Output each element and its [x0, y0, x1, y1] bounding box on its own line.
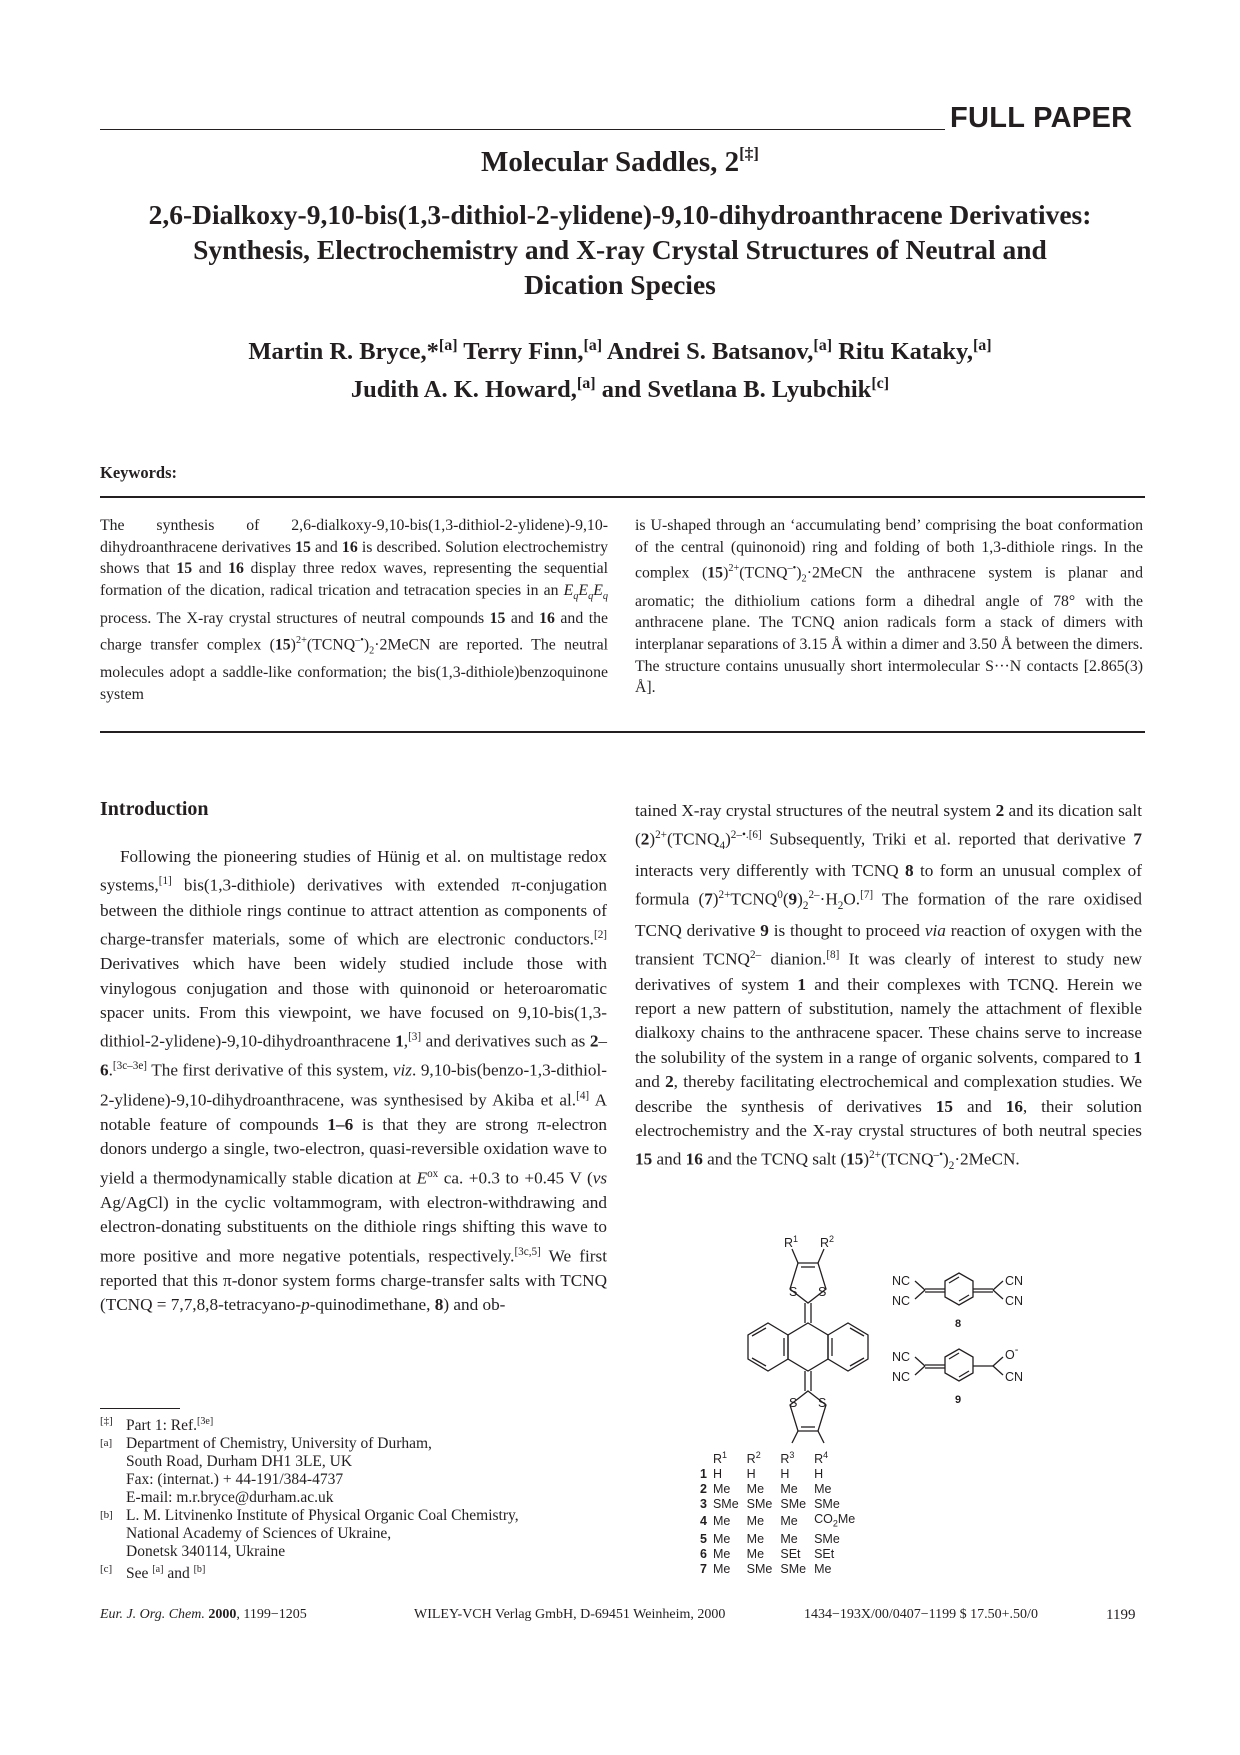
derivative-9-ring	[945, 1349, 973, 1381]
page-number: 1199	[1106, 1607, 1136, 1623]
article-title	[100, 197, 1140, 302]
series-title-mark: [‡]	[739, 144, 759, 163]
footnote: [b] L. M. Litvinenko Institute of Physical Organic Coal Chemistry, National Academy of Sciences of Ukraine, Donetsk 340114, Ukraine	[100, 1507, 519, 1561]
footnote: [a] Department of Chemistry, University of Durham, South Road, Durham DH1 3LE, UK Fax: (internat.) + 44-191/384-4737 E-mail: m.r.bryce@durham.ac.uk	[100, 1435, 432, 1507]
table-row: 2 Me Me Me Me	[700, 1482, 832, 1497]
section-label: FULL PAPER	[950, 102, 1133, 134]
table-row: 6 Me Me SEt SEt	[700, 1546, 835, 1561]
compound-label-8: 8	[955, 1318, 962, 1330]
series-title: Molecular Saddles, 2[‡]	[481, 144, 759, 178]
footnote: [‡] Part 1: Ref.[3e]	[100, 1415, 214, 1435]
table-row: 3 SMe SMe SMe SMe	[700, 1497, 840, 1512]
r3-label	[784, 1444, 798, 1445]
compound-label-9: 9	[955, 1394, 962, 1406]
s-label: S	[789, 1396, 798, 1410]
abstract-column-right: is U-shaped through an ‘accumulating bend’ comprising the boat conformation of the central (quinonoid) ring and folding of both 1,3-dithiole rings. In the complex $(15)^{2+}(TCNQ^{-•})_2\cdot 2MeCN$ the anthracene system is planar and aromatic; the dithiolium cations form a dihedral angle of 78° with the anthracene plane. The TCNQ anion radicals form a stack of dimers with interplanar separations of 3.15 Å within a dimer and 3.50 Å between the dimers. The structure contains unusually short intermolecular S···N contacts [2.865(3) Å].	[635, 517, 1143, 697]
footer-issn: 1434−193X/00/0407−1199 $ 17.50+.50/0	[804, 1607, 1038, 1622]
s-label: S	[818, 1285, 827, 1299]
footer-citation: Eur. J. Org. Chem. 2000, 1199−1205	[100, 1607, 307, 1622]
nc-label: NC	[892, 1350, 911, 1364]
benzo-ring-left	[748, 1323, 788, 1371]
s-label: S	[818, 1396, 827, 1410]
table-row: 1 H H H H	[700, 1467, 824, 1482]
tcnq-ring	[945, 1273, 973, 1305]
cn-label: CN	[1005, 1370, 1024, 1384]
cn-label: CN	[1005, 1274, 1024, 1288]
title-line: 2,6-Dialkoxy-9,10-bis(1,3-dithiol-2-ylidene)-9,10-dihydroanthracene Derivatives:	[148, 199, 1092, 230]
central-ring	[788, 1323, 828, 1371]
footnote-rule	[100, 1408, 180, 1409]
abstract-rule	[100, 731, 1145, 733]
nc-label: NC	[892, 1274, 911, 1288]
author-list: Martin R. Bryce,*[a] Terry Finn,[a] Andrei S. Batsanov,[a] Ritu Kataky,[a] Judith A. K. Howard,[a] and Svetlana B. Lyubchik[c]	[248, 337, 992, 404]
table-row: 4 Me Me Me $CO_2Me$	[700, 1512, 856, 1529]
table-row: 5 Me Me Me SMe	[700, 1531, 840, 1546]
nc-label: NC	[892, 1370, 911, 1384]
header-rule	[100, 129, 945, 130]
footer-publisher: WILEY-VCH Verlag GmbH, D-69451 Weinheim, 2000	[414, 1607, 726, 1622]
intro-column-left: Following the pioneering studies of Hünig et al. on multistage redox systems,[1] bis(1,3-dithiole) derivatives with extended π-conjugation between the dithiole rings continue to attract attention as components of charge-transfer materials, some of which are electronic conductors.[2] Derivatives which have been widely studied include those with vinylogous conjugation and those with quinonoid or heteroaromatic spacer units. From this viewpoint, we have focused on 9,10-bis(1,3-dithiol-2-ylidene)-9,10-dihydroanthracene 1,[3] and derivatives such as 2–6.[3c–3e] The first derivative of this system, viz. 9,10-bis(benzo-1,3-dithiol-2-ylidene)-9,10-dihydroanthracene, was synthesised by Akiba et al.[4] A notable feature of compounds 1–6 is that they are strong π-electron donors undergo a single, two-electron, quasi-reversible oxidation wave to yield a thermodynamically stable dication at $E^{ox}$ ca. +0.3 to +0.45 V (vs Ag/AgCl) in the cyclic voltammogram, with electron-withdrawing and electron-donating substituents on the dithiole rings shifting this wave to more positive and more negative potentials, respectively.[3c,5] We first reported that this π-donor system forms charge-transfer salts with TCNQ (TCNQ = 7,7,8,8-tetracyano-p-quinodimethane, 8) and ob-	[100, 847, 608, 1315]
section-heading-introduction: Introduction	[100, 798, 209, 820]
oxide-label: O-	[1005, 1344, 1019, 1362]
footnote: [c] See [a] and [b]	[100, 1563, 206, 1583]
title-line: Synthesis, Electrochemistry and X-ray Crystal Structures of Neutral and	[193, 234, 1047, 265]
intro-column-right: tained X-ray crystal structures of the neutral system 2 and its dication salt $(2)^{2+}(TCNQ_4)^{2-•.[6]}$ Subsequently, Triki et al. reported that derivative 7 interacts very differently with TCNQ 8 to form an unusual complex of formula $(7)^{2+}TCNQ^0(9)_2^{2-}\cdot H_2O.[7]$ The formation of the rare oxidised TCNQ derivative 9 is thought to proceed via reaction of oxygen with the transient $TCNQ^{2-}$ dianion.[8] It was clearly of interest to study new derivatives of system 1 and their complexes with TCNQ. Herein we report a new pattern of substitution, namely the attachment of flexible dialkoxy chains to the anthracene spacer. These chains serve to increase the solubility of the system in a range of organic solvents, compared to 1 and 2, thereby facilitating electrochemical and complexation studies. We describe the synthesis of derivatives 15 and 16, their solution electrochemistry and the X-ray crystal structures of both neutral species 15 and 16 and the TCNQ salt $(15)^{2+}(TCNQ^{-•})_2\cdot 2MeCN$.	[635, 801, 1143, 1173]
table-header-row: $R^1$ $R^2$ $R^3$ $R^4$	[712, 1450, 829, 1467]
email-address: E-mail: m.r.bryce@durham.ac.uk	[126, 1489, 334, 1507]
r1-label: $R^1$	[784, 1235, 799, 1250]
substituent-table	[700, 1448, 863, 1577]
footnotes	[100, 1413, 620, 1583]
s-label: S	[789, 1285, 798, 1299]
table-row: 7 Me SMe SMe Me	[700, 1561, 832, 1576]
cn-label: CN	[1005, 1294, 1024, 1308]
nc-label: NC	[892, 1294, 911, 1308]
keywords-rule	[100, 496, 1145, 498]
title-line: Dication Species	[524, 269, 716, 300]
r4-label	[822, 1444, 836, 1445]
keywords-label: Keywords:	[100, 463, 177, 482]
benzo-ring-right	[828, 1323, 868, 1371]
abstract-column-left: The synthesis of 2,6-dialkoxy-9,10-bis(1,3-dithiol-2-ylidene)-9,10-dihydroanthracene derivatives 15 and 16 is described. Solution electrochemistry shows that 15 and 16 display three redox waves, representing the sequential formation of the dication, radical trication and tetracation species in an $E_qE_qE_q$ process. The X-ray crystal structures of neutral compounds 15 and 16 and the charge transfer complex $(15)^{2+}(TCNQ^{-•})_2\cdot 2MeCN$ are reported. The neutral molecules adopt a saddle-like conformation; the bis(1,3-dithiole)benzoquinone system	[100, 517, 609, 703]
r2-label: $R^2$	[820, 1235, 835, 1250]
chemical-scheme	[640, 1235, 1120, 1445]
